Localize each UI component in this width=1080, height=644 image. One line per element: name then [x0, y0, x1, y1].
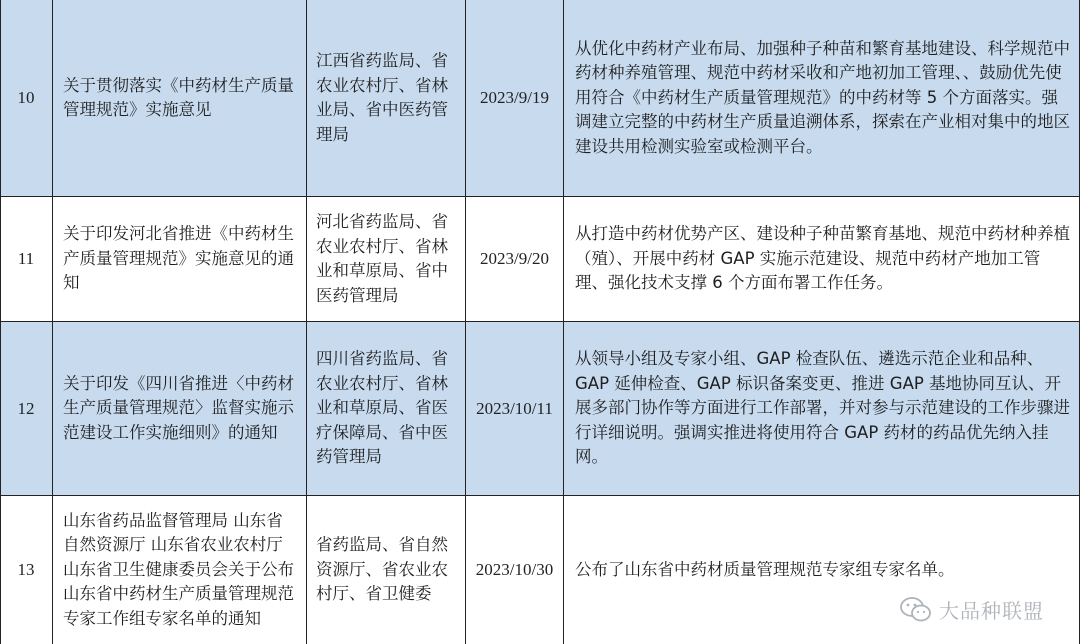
- policy-title-cell: [53, 322, 307, 495]
- policy-title: 关于印发《四川省推进〈中药材生产质量管理规范〉监督实施示范建设工作实施细则》的通知: [63, 373, 294, 442]
- row-number: 12: [0, 322, 53, 495]
- table-row: [0, 322, 1080, 496]
- issuing-departments-cell: [307, 322, 466, 495]
- issuing-departments: 省药监局、省自然资源厅、省农业农村厅、省卫健委: [316, 535, 448, 604]
- policy-content-cell: [564, 197, 1080, 321]
- policy-content: 公布了山东省中药材质量管理规范专家组专家名单。: [575, 559, 955, 579]
- policy-title-cell: [53, 197, 307, 321]
- policy-content: 从打造中药材优势产区、建设种子种苗繁育基地、规范中药材种养植（殖）、开展中药材 GAP 实施示范建设、规范中药材产地加工管理、强化技术支撑 6 个方面布署工作任务。: [575, 224, 1070, 293]
- policy-title-cell: [53, 496, 307, 644]
- wechat-icon: [899, 596, 933, 624]
- issuing-departments-cell: [307, 0, 466, 196]
- policy-title-cell: [53, 0, 307, 196]
- policy-content: 从领导小组及专家小组、GAP 检查队伍、遴选示范企业和品种、GAP 延伸检查、GAP 标识备案变更、推进 GAP 基地协同互认、开展多部门协作等方面进行工作部署，并对参与示范建设的工作步骤进行详细说明。强调实推进将使用符合 GAP 药材的药品优先纳入挂网。: [575, 349, 1070, 467]
- policy-content-cell: [564, 322, 1080, 495]
- row-number: 10: [0, 0, 53, 196]
- issuing-departments: 江西省药监局、省农业农村厅、省林业局、省中医药管理局: [316, 51, 448, 144]
- row-number: 11: [0, 197, 53, 321]
- watermark: [899, 595, 1044, 624]
- issuing-departments: 四川省药监局、省农业农村厅、省林业和草原局、省医疗保障局、省中医药管理局: [316, 349, 448, 467]
- issuing-departments-cell: [307, 197, 466, 321]
- issue-date: 2023/10/30: [466, 496, 564, 644]
- policy-title: 山东省药品监督管理局 山东省自然资源厅 山东省农业农村厅 山东省卫生健康委员会关于公布山东省中药材生产质量管理规范专家工作组专家名单的通知: [63, 510, 294, 628]
- watermark-text: 大品种联盟: [939, 599, 1044, 623]
- table-row: [0, 0, 1080, 197]
- row-number: 13: [0, 496, 53, 644]
- issuing-departments-cell: [307, 496, 466, 644]
- policy-title: 关于印发河北省推进《中药材生产质量管理规范》实施意见的通知: [63, 224, 294, 293]
- issue-date: 2023/9/20: [466, 197, 564, 321]
- policy-title: 关于贯彻落实《中药材生产质量管理规范》实施意见: [63, 75, 294, 119]
- issuing-departments: 河北省药监局、省农业农村厅、省林业和草原局、省中医药管理局: [316, 212, 448, 305]
- issue-date: 2023/9/19: [466, 0, 564, 196]
- issue-date: 2023/10/11: [466, 322, 564, 495]
- policy-content: 从优化中药材产业布局、加强种子种苗和繁育基地建设、科学规范中药材种养殖管理、规范中药材采收和产地初加工管理、、鼓励优先使用符合《中药材生产质量管理规范》的中药材等 5 个方面落实。强调建立完整的中药材生产质量追溯体系，探索在产业相对集中的地区建设共用检测实验室或检测平台。: [575, 38, 1070, 156]
- policy-content-cell: [564, 0, 1080, 196]
- table-left-border: [0, 0, 1, 644]
- table-row: [0, 197, 1080, 322]
